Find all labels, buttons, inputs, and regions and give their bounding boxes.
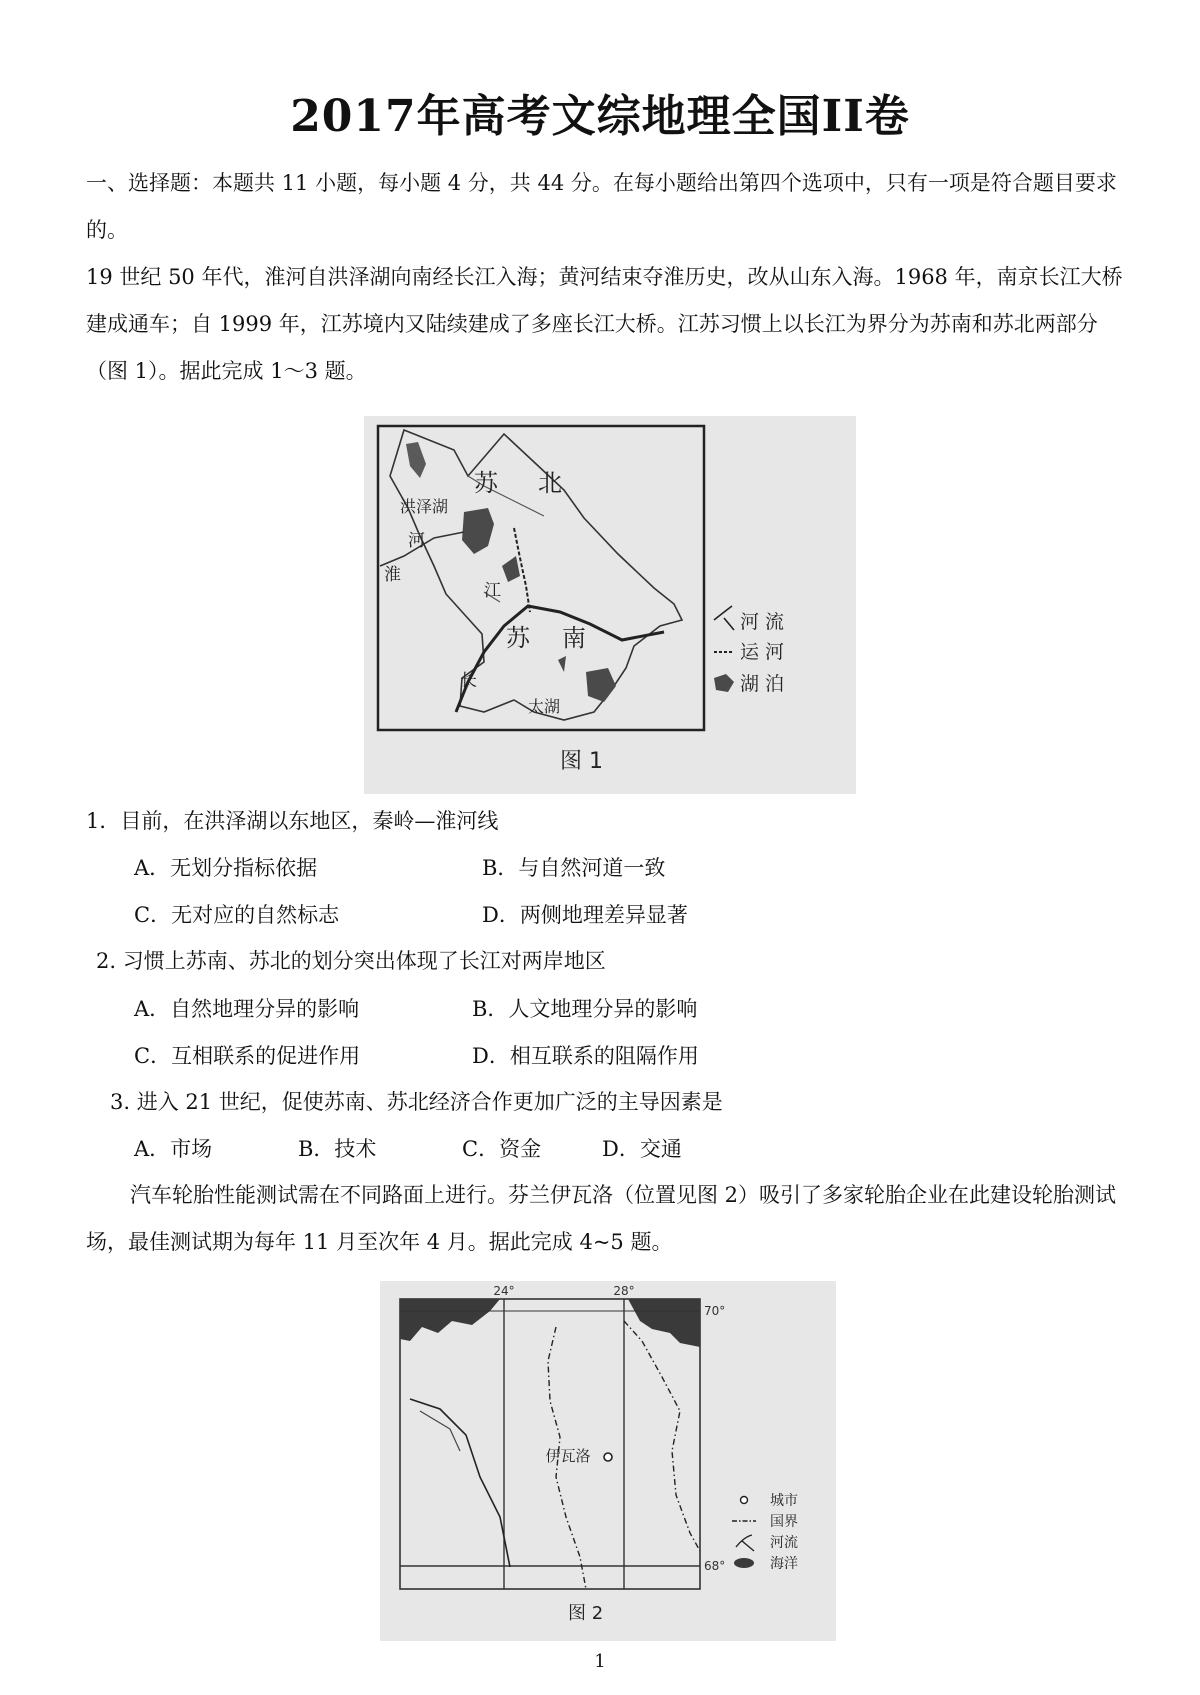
question-3-option-d: D．交通 — [602, 1137, 682, 1161]
figure-1-caption: 图 1 — [560, 749, 603, 774]
figure-2-legend — [732, 1493, 798, 1572]
sea-symbol — [734, 1558, 754, 1568]
latitude-70-label: 70° — [704, 1304, 726, 1318]
label-bei: 北 — [538, 469, 562, 497]
label-su-1: 苏 — [474, 469, 498, 497]
longitude-24-label: 24° — [493, 1284, 515, 1298]
label-su-2: 苏 — [506, 624, 530, 652]
city-symbol — [741, 1497, 748, 1504]
question-3-stem: 3. 进入 21 世纪，促使苏南、苏北经济合作更加广泛的主导因素是 — [110, 1090, 723, 1114]
question-1-option-a: A．无划分指标依据 — [134, 856, 318, 880]
label-he: 河 — [408, 531, 425, 551]
figure-2-map — [380, 1281, 836, 1641]
label-jiang: 江 — [484, 581, 501, 601]
latitude-68-label: 68° — [704, 1559, 726, 1573]
longitude-28-label: 28° — [613, 1284, 635, 1298]
question-3-option-b: B．技术 — [298, 1137, 377, 1161]
question-1-option-b: B．与自然河道一致 — [482, 856, 666, 880]
legend-border-label: 国界 — [770, 1514, 798, 1530]
label-taihu: 太湖 — [528, 697, 561, 716]
question-2-option-c: C．互相联系的促进作用 — [134, 1044, 361, 1068]
legend-sea-label: 海洋 — [770, 1556, 798, 1572]
lake-symbol — [714, 674, 734, 692]
figure-1-map — [364, 416, 856, 794]
material-paragraph-2: 汽车轮胎性能测试需在不同路面上进行。芬兰伊瓦洛（位置见图 2）吸引了多家轮胎企业在此建设轮胎测试场，最佳测试期为每年 11 月至次年 4 月。据此完成 4~5 题。 — [86, 1183, 1117, 1254]
ivalo-city-marker — [604, 1453, 612, 1461]
river-symbol — [714, 606, 734, 630]
question-2-option-d: D．相互联系的阻隔作用 — [472, 1044, 699, 1068]
figure-2-caption: 图 2 — [568, 1603, 604, 1624]
label-hongze-lake: 洪泽湖 — [400, 497, 449, 516]
legend-city-label: 城市 — [770, 1493, 798, 1509]
page-number: 1 — [594, 1651, 606, 1672]
question-2-stem: 2. 习惯上苏南、苏北的划分突出体现了长江对两岸地区 — [96, 949, 606, 973]
question-1-option-d: D．两侧地理差异显著 — [482, 903, 688, 927]
label-nan: 南 — [562, 624, 586, 652]
page-title: 2017年高考文综地理全国II卷 — [290, 91, 910, 142]
label-chang: 长 — [460, 671, 477, 691]
river-symbol — [736, 1535, 754, 1551]
question-3-option-c: C．资金 — [462, 1137, 542, 1161]
question-1-option-c: C．无对应的自然标志 — [134, 903, 340, 927]
label-huai: 淮 — [384, 565, 401, 585]
question-1-stem: 1．目前，在洪泽湖以东地区，秦岭—淮河线 — [86, 809, 499, 833]
legend-river-label: 河 流 — [740, 611, 785, 633]
section-instructions: 一、选择题：本题共 11 小题，每小题 4 分，共 44 分。在每小题给出第四个选项中，只有一项是符合题目要求的。 — [86, 171, 1117, 242]
question-3-option-a: A．市场 — [134, 1137, 213, 1161]
figure-1-legend — [714, 606, 784, 695]
question-2-option-a: A．自然地理分异的影响 — [134, 997, 360, 1021]
legend-river-label: 河流 — [770, 1535, 798, 1551]
legend-canal-label: 运 河 — [740, 641, 785, 663]
legend-lake-label: 湖 泊 — [740, 673, 785, 695]
ivalo-label: 伊瓦洛 — [545, 1447, 591, 1465]
material-paragraph-1: 19 世纪 50 年代，淮河自洪泽湖向南经长江入海；黄河结束夺淮历史，改从山东入海。1968 年，南京长江大桥建成通车；自 1999 年，江苏境内又陆续建成了多座长江大桥。江苏习惯上以长江为界分为苏南和苏北两部分（图 1）。据此完成 1～3 题。 — [86, 265, 1123, 383]
question-2-option-b: B．人文地理分异的影响 — [472, 997, 698, 1021]
